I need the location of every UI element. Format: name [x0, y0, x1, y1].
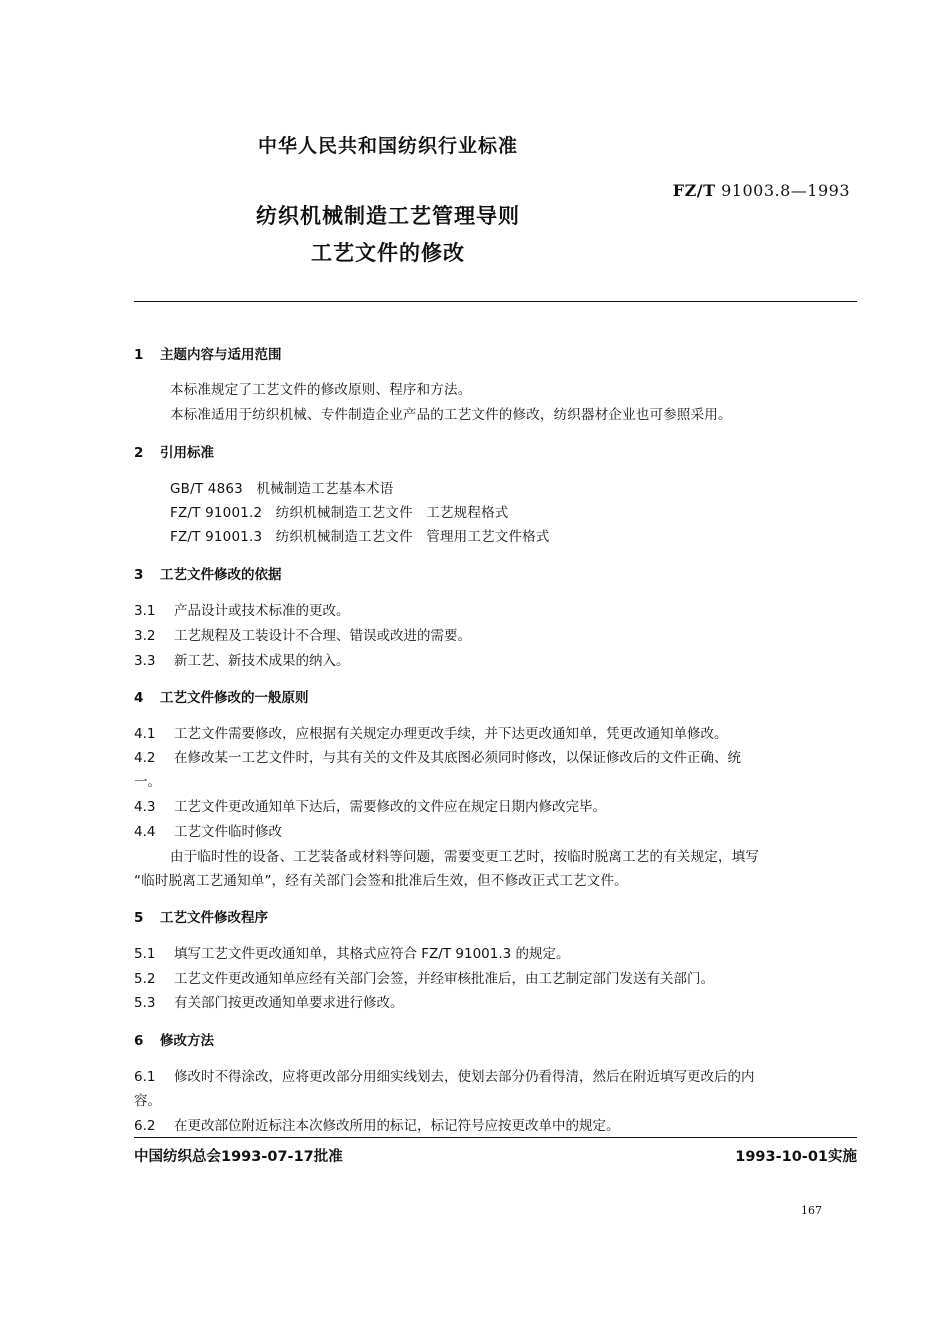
section-4-heading: 4 工艺文件修改的一般原则 — [134, 690, 309, 706]
section-6-heading: 6 修改方法 — [134, 1033, 214, 1049]
reference-standard: GB/T 4863 机械制造工艺基本术语 — [170, 481, 394, 497]
clause-continuation: 容。 — [134, 1093, 161, 1109]
clause-item: 4.1 工艺文件需要修改，应根据有关规定办理更改手续，并下达更改通知单，凭更改通知单修改。 — [134, 726, 728, 742]
footer-divider — [134, 1137, 857, 1138]
clause-item: 5.1 填写工艺文件更改通知单，其格式应符合 FZ/T 91001.3 的规定。 — [134, 946, 570, 962]
clause-continuation: 一。 — [134, 774, 161, 790]
clause-item: 5.3 有关部门按更改通知单要求进行修改。 — [134, 995, 404, 1011]
reference-standard: FZ/T 91001.3 纺织机械制造工艺文件 管理用工艺文件格式 — [170, 529, 550, 545]
clause-item: 4.3 工艺文件更改通知单下达后，需要修改的文件应在规定日期内修改完毕。 — [134, 799, 606, 815]
clause-item: 5.2 工艺文件更改通知单应经有关部门会签，并经审核批准后，由工艺制定部门发送有关部门。 — [134, 971, 714, 987]
standard-code-number: 91003.8—1993 — [721, 181, 850, 200]
page-number: 167 — [801, 1204, 822, 1217]
effective-date: 1993-10-01实施 — [735, 1149, 857, 1165]
section-3-heading: 3 工艺文件修改的依据 — [134, 567, 282, 583]
standard-code — [673, 181, 850, 200]
approval-date: 中国纺织总会1993-07-17批准 — [134, 1149, 343, 1165]
clause-paragraph: “临时脱离工艺通知单”，经有关部门会签和批准后生效，但不修改正式工艺文件。 — [134, 873, 628, 889]
section-1-paragraph: 本标准规定了工艺文件的修改原则、程序和方法。 — [170, 382, 472, 398]
clause-item: 6.2 在更改部位附近标注本次修改所用的标记，标记符号应按更改单中的规定。 — [134, 1118, 620, 1134]
section-5-heading: 5 工艺文件修改程序 — [134, 910, 268, 926]
document-subtitle: 工艺文件的修改 — [311, 241, 465, 265]
issuing-organization: 中华人民共和国纺织行业标准 — [258, 135, 519, 157]
clause-paragraph: 由于临时性的设备、工艺装备或材料等问题，需要变更工艺时，按临时脱离工艺的有关规定，填写 — [170, 849, 760, 865]
clause-item: 3.2 工艺规程及工装设计不合理、错误或改进的需要。 — [134, 628, 471, 644]
section-2-heading: 2 引用标准 — [134, 445, 214, 461]
clause-item: 4.2 在修改某一工艺文件时，与其有关的文件及其底图必须同时修改，以保证修改后的文件正确、统 — [134, 750, 741, 766]
standard-code-prefix: FZ/T — [672, 181, 716, 200]
section-1-heading: 1 主题内容与适用范围 — [134, 347, 282, 363]
clause-item: 6.1 修改时不得涂改，应将更改部分用细实线划去，使划去部分仍看得清，然后在附近填写更改后的内 — [134, 1069, 755, 1085]
document-title: 纺织机械制造工艺管理导则 — [256, 204, 520, 228]
header-divider — [134, 301, 857, 302]
reference-standard: FZ/T 91001.2 纺织机械制造工艺文件 工艺规程格式 — [170, 505, 509, 521]
section-1-paragraph: 本标准适用于纺织机械、专件制造企业产品的工艺文件的修改，纺织器材企业也可参照采用。 — [170, 407, 732, 423]
clause-item: 4.4 工艺文件临时修改 — [134, 824, 282, 840]
clause-item: 3.3 新工艺、新技术成果的纳入。 — [134, 653, 350, 669]
clause-item: 3.1 产品设计或技术标准的更改。 — [134, 603, 350, 619]
